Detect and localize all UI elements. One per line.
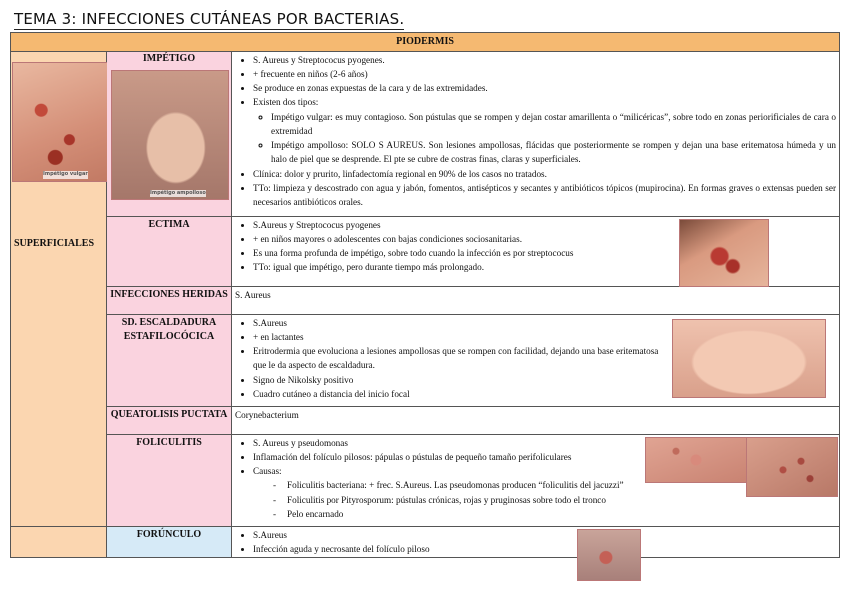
- row-content-ectima: [232, 216, 840, 286]
- row-name-impetigo: [107, 51, 232, 216]
- list-item: • Signo de Nikolsky positivo: [253, 373, 673, 387]
- types-label: Existen dos tipos:: [253, 97, 319, 108]
- list-item: - Pelo encarnado: [287, 507, 757, 521]
- page-title: TEMA 3: INFECCIONES CUTÁNEAS POR BACTERIAS.: [14, 10, 405, 28]
- row-content-forunculo: [232, 526, 840, 558]
- impetigo-face-caption: Impétigo vulgar: [43, 170, 88, 177]
- category-empty: [11, 526, 107, 558]
- escaldadura-image: [672, 319, 826, 398]
- row-content-foliculitis: [232, 434, 840, 526]
- forunculo-image: [577, 529, 641, 581]
- list-item: • Clínica: dolor y prurito, linfadectomía regional en 90% de los casos no tratados.: [253, 167, 836, 181]
- list-item: • S.Aureus: [253, 316, 673, 330]
- foliculitis-image-1: [645, 437, 747, 483]
- list-item: • S.Aureus: [253, 528, 836, 542]
- impetigo-finger-caption: Impétigo ampolloso: [150, 189, 206, 196]
- list-item: • Inflamación del folículo pilosos: pápulas o pústulas de pequeño tamaño perifoliculares: [253, 450, 723, 464]
- list-item: ◦ Impétigo ampolloso: SOLO S AUREUS. Son lesiones ampollosas, flácidas que posteriormente se rompen y dejan una base eritematosa húmeda y un halo de piel que se desprende. El pte se cubre de costras finas, claras y superficiales.: [271, 138, 836, 167]
- list-item: • S. Aureus y pseudomonas: [253, 436, 723, 450]
- list-item: • S.Aureus y Streptococus pyogenes: [253, 218, 683, 232]
- list-item: - Foliculitis por Pityrosporum: pústulas crónicas, rojas y pruginosas sobre todo el tronco: [287, 493, 757, 507]
- ectima-image: [679, 219, 769, 287]
- list-item: • S. Aureus y Streptococus pyogenes.: [253, 53, 836, 67]
- list-item: [253, 95, 836, 166]
- impetigo-face-image: [12, 62, 108, 182]
- list-item: • + frecuente en niños (2-6 años): [253, 67, 836, 81]
- list-item: • Es una forma profunda de impétigo, sobre todo cuando la infección es por streptococus: [253, 246, 683, 260]
- foliculitis-image-2: [746, 437, 838, 497]
- row-name-foliculitis: FOLICULITIS: [107, 434, 232, 526]
- row-content-impetigo: [232, 51, 840, 216]
- list-item: • + en lactantes: [253, 330, 673, 344]
- row-content-heridas: S. Aureus: [232, 286, 840, 314]
- row-name-queatolisis: QUEATOLISIS PUCTATA: [107, 406, 232, 434]
- row-content-queatolisis: Corynebacterium: [232, 406, 840, 434]
- list-item: • Infección aguda y necrosante del folículo piloso: [253, 542, 836, 556]
- category-label: SUPERFICIALES: [14, 237, 95, 249]
- row-name-heridas: INFECCIONES HERIDAS: [107, 286, 232, 314]
- impetigo-title: IMPÉTIGO: [142, 52, 196, 64]
- piodermis-table: [10, 32, 840, 558]
- list-item: • TTo: limpieza y descostrado con agua y jabón, fomentos, antisépticos y secantes y antibióticos tópicos (mupirocina). En formas graves o extensas pueden ser necesarios antibióticos orales.: [253, 181, 836, 210]
- row-name-escaldadura: SD. ESCALDADURA ESTAFILOCÓCICA: [107, 314, 232, 406]
- list-item: • Eritrodermia que evoluciona a lesiones ampollosas que se rompen con facilidad, dejando una base eritematosa que le da aspecto de escaldadura.: [253, 344, 673, 373]
- category-superficiales: [11, 51, 107, 526]
- impetigo-finger-image: [111, 70, 229, 200]
- list-item: • TTo: igual que impétigo, pero durante tiempo más prolongado.: [253, 260, 683, 274]
- list-item: • Causas:: [253, 464, 723, 478]
- table-header: PIODERMIS: [11, 33, 840, 52]
- list-item: • Se produce en zonas expuestas de la cara y de las extremidades.: [253, 81, 836, 95]
- row-name-forunculo: FORÚNCULO: [107, 526, 232, 558]
- row-name-ectima: ECTIMA: [107, 216, 232, 286]
- list-item: ◦ Impétigo vulgar: es muy contagioso. Son pústulas que se rompen y dejan costar amarillenta o “milicéricas”, sobre todo en zonas periorificiales de cara o extremidad: [271, 110, 836, 139]
- row-content-escaldadura: [232, 314, 840, 406]
- list-item: - Foliculitis bacteriana: + frec. S.Aureus. Las pseudomonas producen “foliculitis del jacuzzi”: [287, 478, 757, 492]
- list-item: • Cuadro cutáneo a distancia del inicio focal: [253, 387, 673, 401]
- list-item: • + en niños mayores o adolescentes con bajas condiciones sociosanitarias.: [253, 232, 683, 246]
